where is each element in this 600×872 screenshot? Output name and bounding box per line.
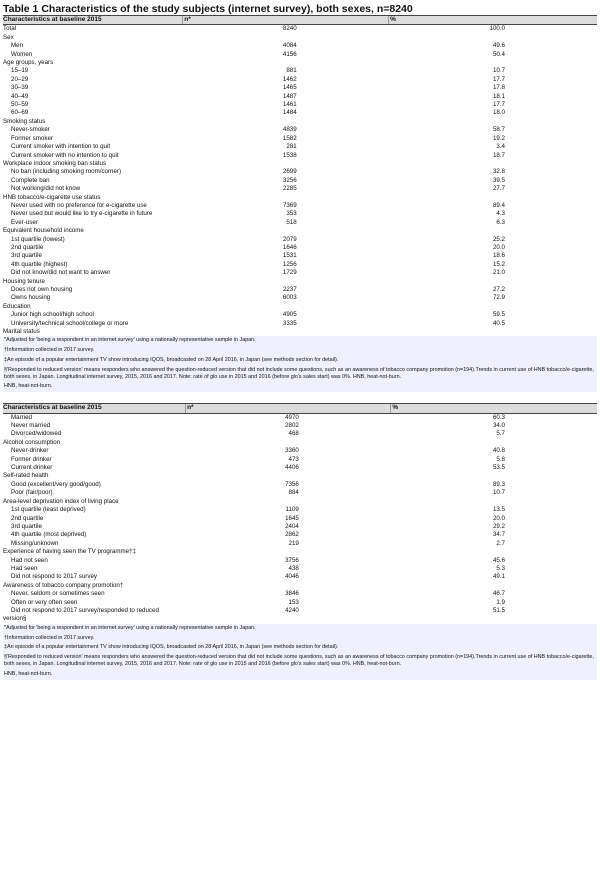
row-percent: 17.7: [492, 75, 505, 83]
row-n: 281: [286, 143, 297, 151]
row-label: Never married: [11, 422, 51, 430]
table-row: [3, 278, 597, 286]
header-characteristics: Characteristics at baseline 2015: [3, 404, 186, 413]
row-n: [186, 548, 391, 556]
header-n: n*: [183, 16, 389, 25]
row-n: 1487: [282, 92, 297, 100]
table-row: [3, 42, 597, 50]
table-row: [3, 548, 597, 556]
footnote: HNB, heat-not-burn.: [4, 670, 53, 677]
row-percent: [389, 278, 597, 286]
table-row: [3, 109, 597, 117]
row-percent: 18.1: [492, 92, 505, 100]
row-percent: [389, 227, 597, 235]
row-percent: 29.2: [492, 522, 505, 530]
row-percent: [391, 582, 597, 590]
row-percent: [389, 303, 597, 311]
footnote: ‡An episode of a popular entertainment TV show introducing IQOS, broadcasted on 28 April 2016, in Japan (see methods section for detail).: [4, 357, 339, 364]
row-label: Current drinker: [11, 464, 53, 472]
footnotes-2: [3, 624, 597, 680]
table-row: [3, 185, 597, 193]
row-percent: 72.9: [492, 294, 505, 302]
row-label: Area-level deprivation index of living place: [3, 497, 119, 505]
table-row: [3, 118, 597, 126]
row-n: 1109: [285, 506, 299, 514]
table-part-2: [3, 403, 597, 624]
row-label: Good (excellent/very good/good): [11, 480, 101, 488]
table-row: [3, 565, 597, 573]
row-label: 4th quartile (most deprived): [11, 531, 87, 539]
table-row: [3, 515, 597, 523]
table-row: [3, 210, 597, 218]
row-n: [183, 227, 389, 235]
row-n: 3756: [285, 556, 299, 564]
table-row: [3, 523, 597, 531]
row-percent: 59.5: [492, 311, 505, 319]
table-row: [3, 219, 597, 227]
row-n: 884: [288, 489, 299, 497]
row-percent: [391, 548, 597, 556]
row-percent: [389, 160, 597, 168]
row-n: 2404: [285, 522, 299, 530]
row-percent: 5.3: [496, 564, 505, 572]
table-row: [3, 489, 597, 497]
table-row: [3, 472, 597, 480]
table-row: [3, 244, 597, 252]
row-n: 1582: [282, 134, 297, 142]
row-label: Alcohol consumption: [3, 438, 61, 446]
table-row: [3, 25, 597, 34]
row-n: [183, 194, 389, 202]
header-percent: %: [389, 16, 597, 25]
row-n: 3360: [285, 447, 299, 455]
table-row: [3, 573, 597, 581]
table-row: [3, 168, 597, 176]
row-label: Education: [3, 302, 31, 310]
row-label: Never, seldom or sometimes seen: [11, 590, 105, 598]
row-n: [186, 615, 391, 623]
row-n: 153: [288, 598, 299, 606]
row-label: 15–19: [11, 67, 29, 75]
table-row: [3, 34, 597, 42]
row-n: [183, 34, 389, 42]
row-n: 1461: [282, 101, 297, 109]
row-label: Complete ban: [11, 176, 50, 184]
row-label: 2nd quartile: [11, 514, 44, 522]
row-percent: 20.0: [492, 243, 505, 251]
row-percent: 5.7: [496, 430, 505, 438]
row-label: Never-drinker: [11, 447, 49, 455]
row-n: 4084: [282, 42, 297, 50]
row-percent: [389, 118, 597, 126]
row-label: Divorced/widowed: [11, 430, 62, 438]
header-percent: %: [391, 404, 597, 413]
row-n: 881: [286, 67, 297, 75]
row-n: 353: [286, 210, 297, 218]
table-row: [3, 269, 597, 277]
row-label: Men: [11, 42, 24, 50]
row-n: 4046: [285, 573, 299, 581]
row-n: 2237: [282, 286, 297, 293]
row-n: 4240: [285, 606, 299, 614]
table-part-1: [3, 15, 597, 336]
footnote: †Information collected in 2017 survey.: [4, 634, 95, 641]
row-percent: 3.4: [496, 143, 505, 151]
row-label: Sex: [3, 33, 14, 41]
table-row: [3, 93, 597, 101]
row-n: 4839: [282, 126, 297, 134]
row-n: 1646: [282, 243, 297, 251]
table-row: [3, 320, 597, 328]
row-percent: 34.0: [492, 422, 505, 430]
row-percent: 27.2: [492, 286, 505, 293]
table-row: [3, 439, 597, 447]
row-n: 2699: [282, 168, 297, 176]
row-label: 60–69: [11, 109, 29, 117]
row-label: Total: [3, 25, 17, 33]
row-label: Current smoker with no intention to quit: [11, 151, 119, 159]
row-label: Never used but would like to try e-cigarette in future: [11, 210, 153, 218]
row-percent: [391, 615, 597, 623]
table-row: [3, 582, 597, 590]
table-row: [3, 422, 597, 430]
row-n: [186, 582, 391, 590]
row-percent: [389, 328, 597, 336]
table-row: [3, 59, 597, 67]
row-percent: 89.4: [492, 201, 505, 209]
row-label: 3rd quartile: [11, 252, 42, 260]
table-row: [3, 227, 597, 235]
row-label: Equivalent household income: [3, 227, 84, 235]
table-row: [3, 607, 597, 615]
row-label: Ever-user: [11, 218, 38, 226]
row-percent: 17.8: [492, 84, 505, 92]
footnotes-1: [3, 336, 597, 392]
row-label: Had not seen: [11, 556, 48, 564]
row-n: 1531: [282, 252, 297, 260]
row-percent: 18.6: [492, 252, 505, 260]
row-label: Experience of having seen the TV programme†‡: [3, 548, 136, 556]
row-percent: 34.7: [492, 531, 505, 539]
row-n: 3846: [285, 590, 299, 598]
row-n: 3335: [282, 319, 297, 327]
row-label: Former smoker: [11, 134, 53, 142]
row-n: [186, 439, 391, 447]
row-percent: [389, 194, 597, 202]
footnote: ‡An episode of a popular entertainment TV show introducing IQOS, broadcasted on 28 April 2016, in Japan (see methods section for detail).: [4, 644, 339, 651]
row-label: Never used with no preference for e-cigarette use: [11, 201, 147, 209]
table-row: [3, 303, 597, 311]
row-label: 50–59: [11, 101, 29, 109]
table-row: [3, 540, 597, 548]
row-label: Not working/did not know: [11, 185, 81, 193]
row-percent: 89.3: [492, 480, 505, 488]
row-percent: 2.7: [496, 539, 505, 547]
row-n: 473: [288, 455, 299, 463]
row-n: 438: [288, 564, 299, 572]
header-n: n*: [186, 404, 391, 413]
table-row: [3, 615, 597, 623]
row-label: 1st quartile (lowest): [11, 235, 65, 243]
row-n: [183, 160, 389, 168]
row-n: [183, 278, 389, 286]
table-row: [3, 101, 597, 109]
row-n: 468: [288, 430, 299, 438]
row-label: Awareness of tobacco company promotion†: [3, 581, 124, 589]
row-label: Missing/unknown: [11, 539, 59, 547]
row-percent: 60.3: [492, 413, 505, 421]
row-label: 20–29: [11, 75, 29, 83]
row-percent: 40.8: [492, 447, 505, 455]
table-row: [3, 286, 597, 294]
row-percent: 13.5: [492, 506, 505, 514]
footnote: HNB, heat-not-burn.: [4, 383, 53, 390]
table-header: [3, 404, 597, 413]
table-row: [3, 261, 597, 269]
row-n: [183, 118, 389, 126]
table-row: [3, 143, 597, 151]
row-label: HNB tobacco/e-cigarette use status: [3, 193, 101, 201]
table-row: [3, 84, 597, 92]
row-n: 1729: [282, 269, 297, 277]
row-percent: 1.9: [496, 598, 505, 606]
row-percent: [391, 472, 597, 480]
row-percent: [389, 34, 597, 42]
row-percent: 58.7: [492, 126, 505, 134]
footnote: †Information collected in 2017 survey.: [4, 347, 95, 354]
row-label: Does not own housing: [11, 286, 73, 293]
table-row: [3, 311, 597, 319]
row-label: 1st quartile (least deprived): [11, 506, 86, 514]
table-row: [3, 506, 597, 514]
row-n: 2285: [282, 185, 297, 193]
row-percent: 45.6: [492, 556, 505, 564]
row-n: 4406: [285, 464, 299, 472]
row-label: Junior high school/high school: [11, 311, 94, 319]
row-label: Had seen: [11, 564, 38, 572]
table-row: [3, 51, 597, 59]
row-n: 1484: [282, 109, 297, 117]
row-label: Current smoker with intention to quit: [11, 143, 111, 151]
row-n: 7356: [285, 480, 299, 488]
row-label: Age groups, years: [3, 59, 54, 67]
row-n: 1465: [282, 84, 297, 92]
row-label: Owns housing: [11, 294, 51, 302]
row-n: 2862: [285, 531, 299, 539]
table-row: [3, 294, 597, 302]
row-percent: 17.7: [492, 101, 505, 109]
row-n: 4156: [282, 50, 297, 58]
row-percent: 10.7: [492, 67, 505, 75]
row-percent: 4.3: [496, 210, 505, 218]
row-n: 1538: [282, 151, 297, 159]
row-label: 3rd quartile: [11, 522, 42, 530]
row-percent: 53.5: [492, 464, 505, 472]
row-n: 8240: [282, 25, 297, 33]
row-percent: 5.8: [496, 455, 505, 463]
row-label: 2nd quartile: [11, 243, 44, 251]
row-label: Often or very often seen: [11, 598, 78, 606]
row-percent: 46.7: [492, 590, 505, 598]
row-n: 219: [288, 539, 299, 547]
table-row: [3, 481, 597, 489]
row-percent: 25.2: [492, 235, 505, 243]
footnote: §'Responded to reduced version' means responders who answered the question-reduced version that did not include some questions, such as an awareness of tobacco company promotion (n=194).Trends in current use of HNB tobacco/e-cigarette, both sexes, in Japan. Longitudinal internet survey, 2015, 2016 and 2017. Note: rate of glo use in 2015 and 2016 (before glo's sales start) was 0%. HNB, heat-not-burn.: [4, 654, 594, 667]
footnote: *Adjusted for 'being a respondent in an internet survey' using a nationally representative sample in Japan.: [4, 624, 256, 631]
row-percent: 40.5: [492, 319, 505, 327]
row-n: [183, 328, 389, 336]
row-n: [183, 303, 389, 311]
row-percent: 50.4: [492, 50, 505, 58]
row-label: 30–39: [11, 84, 29, 92]
table-row: [3, 557, 597, 565]
row-percent: 18.7: [492, 151, 505, 159]
row-percent: 21.0: [492, 269, 505, 277]
row-label: Never-smoker: [11, 126, 50, 134]
row-n: 2079: [282, 235, 297, 243]
row-n: 2802: [285, 422, 299, 430]
table-row: [3, 177, 597, 185]
row-n: [186, 472, 391, 480]
table-title: Table 1 Characteristics of the study subjects (internet survey), both sexes, n=8240: [3, 3, 413, 15]
table-row: [3, 456, 597, 464]
row-n: [186, 498, 391, 506]
table-row: [3, 252, 597, 260]
table-row: [3, 236, 597, 244]
row-percent: 15.2: [492, 260, 505, 268]
table-row: [3, 413, 597, 422]
row-label: Self-rated health: [3, 472, 49, 480]
row-label: Women: [11, 50, 33, 58]
table-header: [3, 16, 597, 25]
table-row: [3, 464, 597, 472]
table-row: [3, 202, 597, 210]
row-label: No ban (including smoking room/corner): [11, 168, 122, 176]
row-n: 1645: [285, 514, 299, 522]
table-row: [3, 126, 597, 134]
row-label: Former drinker: [11, 455, 52, 463]
row-percent: 49.6: [492, 42, 505, 50]
row-percent: 10.7: [492, 489, 505, 497]
row-label: University/technical school/college or more: [11, 319, 129, 327]
row-label: Workplace indoor smoking ban status: [3, 159, 107, 167]
row-percent: 27.7: [492, 185, 505, 193]
row-percent: 49.1: [492, 573, 505, 581]
table-row: [3, 194, 597, 202]
row-percent: [391, 439, 597, 447]
row-percent: [391, 498, 597, 506]
table-row: [3, 590, 597, 598]
row-percent: 39.5: [492, 176, 505, 184]
row-label: version§: [3, 615, 27, 623]
row-n: 3256: [282, 176, 297, 184]
row-n: 1462: [282, 75, 297, 83]
table-row: [3, 135, 597, 143]
row-percent: 19.2: [492, 134, 505, 142]
row-percent: 20.0: [492, 514, 505, 522]
row-n: [183, 59, 389, 67]
row-percent: 18.0: [492, 109, 505, 117]
row-percent: [389, 59, 597, 67]
row-label: 4th quartile (highest): [11, 260, 68, 268]
footnote: *Adjusted for 'being a respondent in an internet survey' using a nationally representative sample in Japan.: [4, 337, 256, 344]
row-n: 4970: [285, 413, 299, 421]
row-n: 7369: [282, 201, 297, 209]
row-percent: 100.0: [489, 25, 505, 33]
table-row: [3, 531, 597, 539]
row-label: Did not respond to 2017 survey/responded to reduced: [11, 606, 159, 614]
row-label: Housing tenure: [3, 277, 45, 285]
table-row: [3, 599, 597, 607]
table-row: [3, 328, 597, 336]
table-row: [3, 67, 597, 75]
row-percent: 32.8: [492, 168, 505, 176]
table-row: [3, 430, 597, 438]
row-label: Smoking status: [3, 117, 46, 125]
table-row: [3, 152, 597, 160]
row-label: Married: [11, 413, 32, 421]
row-percent: 6.3: [496, 218, 505, 226]
row-n: 6003: [282, 294, 297, 302]
row-percent: 51.5: [492, 606, 505, 614]
table-row: [3, 160, 597, 168]
footnote: §'Responded to reduced version' means responders who answered the question-reduced version that did not include some questions, such as an awareness of tobacco company promotion (n=194).Trends in current use of HNB tobacco/e-cigarette, both sexes, in Japan. Longitudinal internet survey, 2015, 2016 and 2017. Note: rate of glo use in 2015 and 2016 (before glo's sales start) was 0%. HNB, heat-not-burn.: [4, 366, 594, 380]
table-row: [3, 76, 597, 84]
row-label: 40–49: [11, 92, 29, 100]
row-label: Did not know/did not want to answer: [11, 269, 111, 277]
row-label: Marital status: [3, 328, 40, 336]
row-n: 4905: [282, 311, 297, 319]
row-n: 518: [286, 218, 297, 226]
table-row: [3, 498, 597, 506]
row-label: Did not respond to 2017 survey: [11, 573, 97, 581]
row-n: 1256: [282, 260, 297, 268]
header-characteristics: Characteristics at baseline 2015: [3, 16, 183, 25]
table-row: [3, 447, 597, 455]
row-label: Poor (fair/poor): [11, 489, 53, 497]
